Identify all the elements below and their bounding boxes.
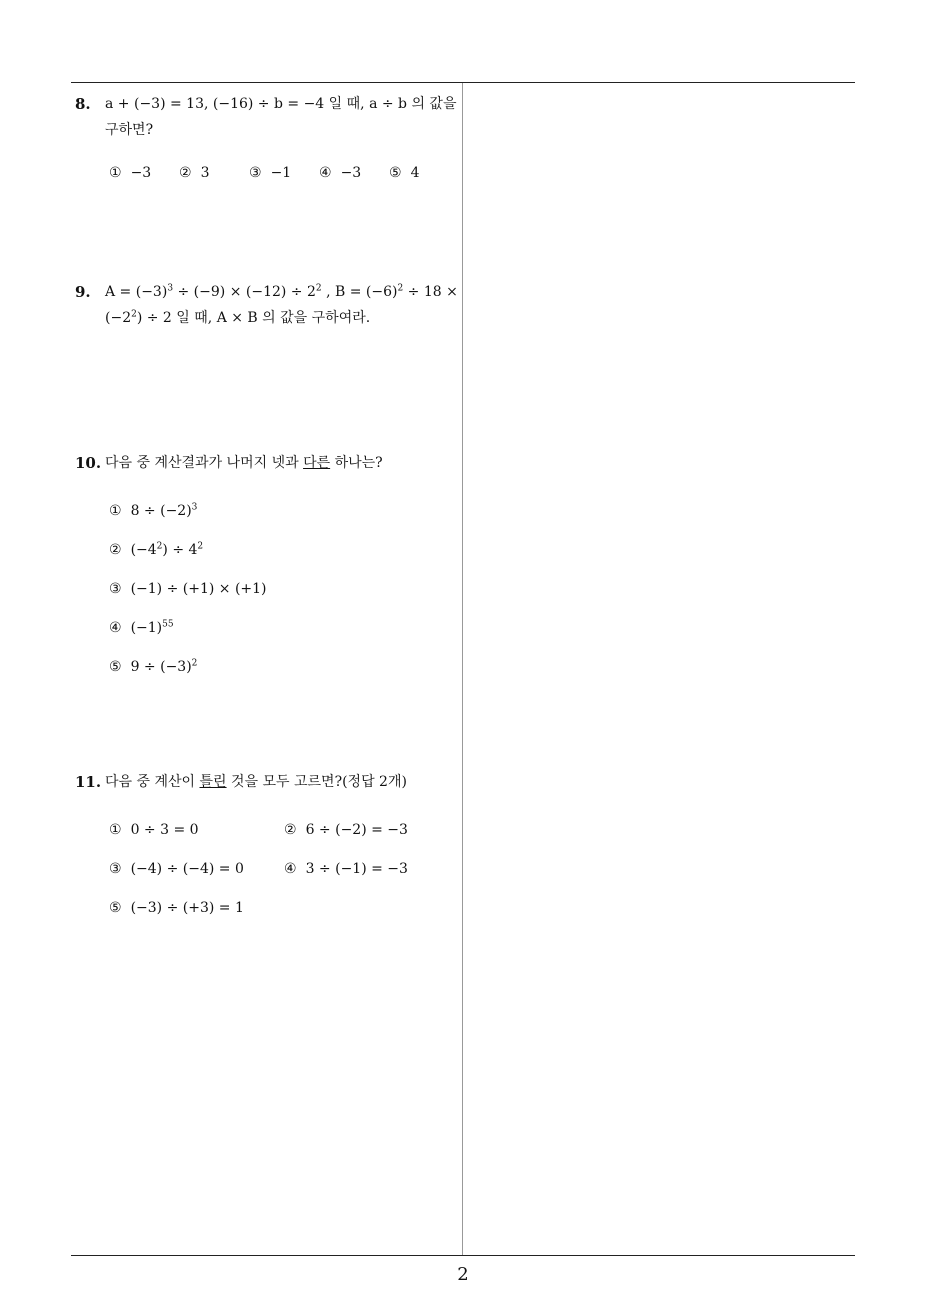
choice-text: −3 [130, 165, 152, 181]
underlined-keyword: 틀린 [199, 774, 227, 790]
choice-1[interactable]: ① $8 \div (-2)^3$ [109, 498, 460, 537]
question-number: 10. [75, 454, 102, 472]
choice-text: 8 ÷ (−2) [130, 503, 192, 519]
choice-5[interactable] [389, 160, 459, 186]
choice-mark: ② [109, 542, 122, 558]
underlined-keyword: 다른 [303, 455, 331, 471]
question-10 [75, 450, 460, 693]
choice-3[interactable] [249, 160, 319, 186]
choice-2[interactable] [179, 160, 249, 186]
question-text-line2: 구하면? [105, 122, 154, 138]
question-11 [75, 769, 460, 934]
footer-rule [71, 1255, 855, 1256]
column-divider [462, 83, 463, 1256]
question-number: 8. [75, 95, 91, 113]
question-number: 11. [75, 773, 102, 791]
choice-list [109, 160, 460, 186]
choice-text: 9 ÷ (−3) [130, 659, 192, 675]
choice-mark: ⑤ [109, 900, 122, 916]
question-text: 다음 중 계산결과가 나머지 넷과 다른 하나는? [105, 455, 383, 471]
choice-mark: ① [109, 822, 122, 838]
choice-4[interactable] [284, 856, 459, 895]
choice-2[interactable]: ② $(-4^2) \div 4^2$ [109, 537, 460, 576]
choice-1[interactable] [109, 160, 179, 186]
question-text-line1: $A = (-3)^3 \div (-9) \times (-12) \div 2^2$ , $B = (-6)^2 \div 18$ × [105, 283, 458, 300]
choice-mark: ⑤ [109, 659, 122, 675]
choice-4[interactable]: ④ $(-1)^{55}$ [109, 615, 460, 654]
choice-text: −3 [340, 165, 362, 181]
choice-mark: ④ [109, 620, 122, 636]
choice-text: (−1) ÷ (+1) × (+1) [130, 581, 267, 597]
choice-list [109, 498, 460, 693]
choice-mark: ③ [109, 581, 122, 597]
question-text-line2: $(-2^2) \div 2$ 일 때, A × B 의 값을 구하여라. [105, 309, 371, 326]
choice-4[interactable] [319, 160, 389, 186]
choice-text: 6 ÷ (−2) = −3 [305, 822, 408, 838]
choice-mark: ④ [284, 861, 297, 877]
choice-text: (−4) ÷ (−4) = 0 [130, 861, 244, 877]
question-8 [75, 91, 460, 186]
choice-mark: ① [109, 503, 122, 519]
page-number: 2 [457, 1264, 469, 1285]
question-text: 다음 중 계산이 틀린 것을 모두 고르면?(정답 2개) [105, 774, 407, 790]
choice-list [109, 817, 460, 934]
choice-3[interactable] [109, 576, 460, 615]
question-number: 9. [75, 283, 91, 301]
choice-3[interactable] [109, 856, 284, 895]
question-text-line1: a + (−3) = 13, (−16) ÷ b = −4 일 때, a ÷ b 의 값을 [105, 96, 457, 112]
choice-mark: ① [109, 165, 122, 181]
choice-mark: ④ [319, 165, 332, 181]
header-rule [71, 82, 855, 83]
choice-text: −1 [270, 165, 292, 181]
choice-mark: ② [284, 822, 297, 838]
choice-text: (−4 [130, 542, 157, 558]
choice-text: 3 ÷ (−1) = −3 [305, 861, 408, 877]
choice-mark: ⑤ [389, 165, 402, 181]
choice-text: (−1) [130, 620, 163, 636]
choice-5[interactable] [109, 895, 284, 934]
choice-1[interactable] [109, 817, 284, 856]
choice-text: 4 [410, 165, 420, 181]
choice-text: 0 ÷ 3 = 0 [130, 822, 199, 838]
choice-mark: ③ [109, 861, 122, 877]
choice-2[interactable] [284, 817, 459, 856]
choice-5[interactable]: ⑤ $9 \div (-3)^2$ [109, 654, 460, 693]
choice-text: (−3) ÷ (+3) = 1 [130, 900, 244, 916]
choice-mark: ③ [249, 165, 262, 181]
choice-mark: ② [179, 165, 192, 181]
question-9 [75, 279, 460, 331]
choice-text: 3 [200, 165, 210, 181]
